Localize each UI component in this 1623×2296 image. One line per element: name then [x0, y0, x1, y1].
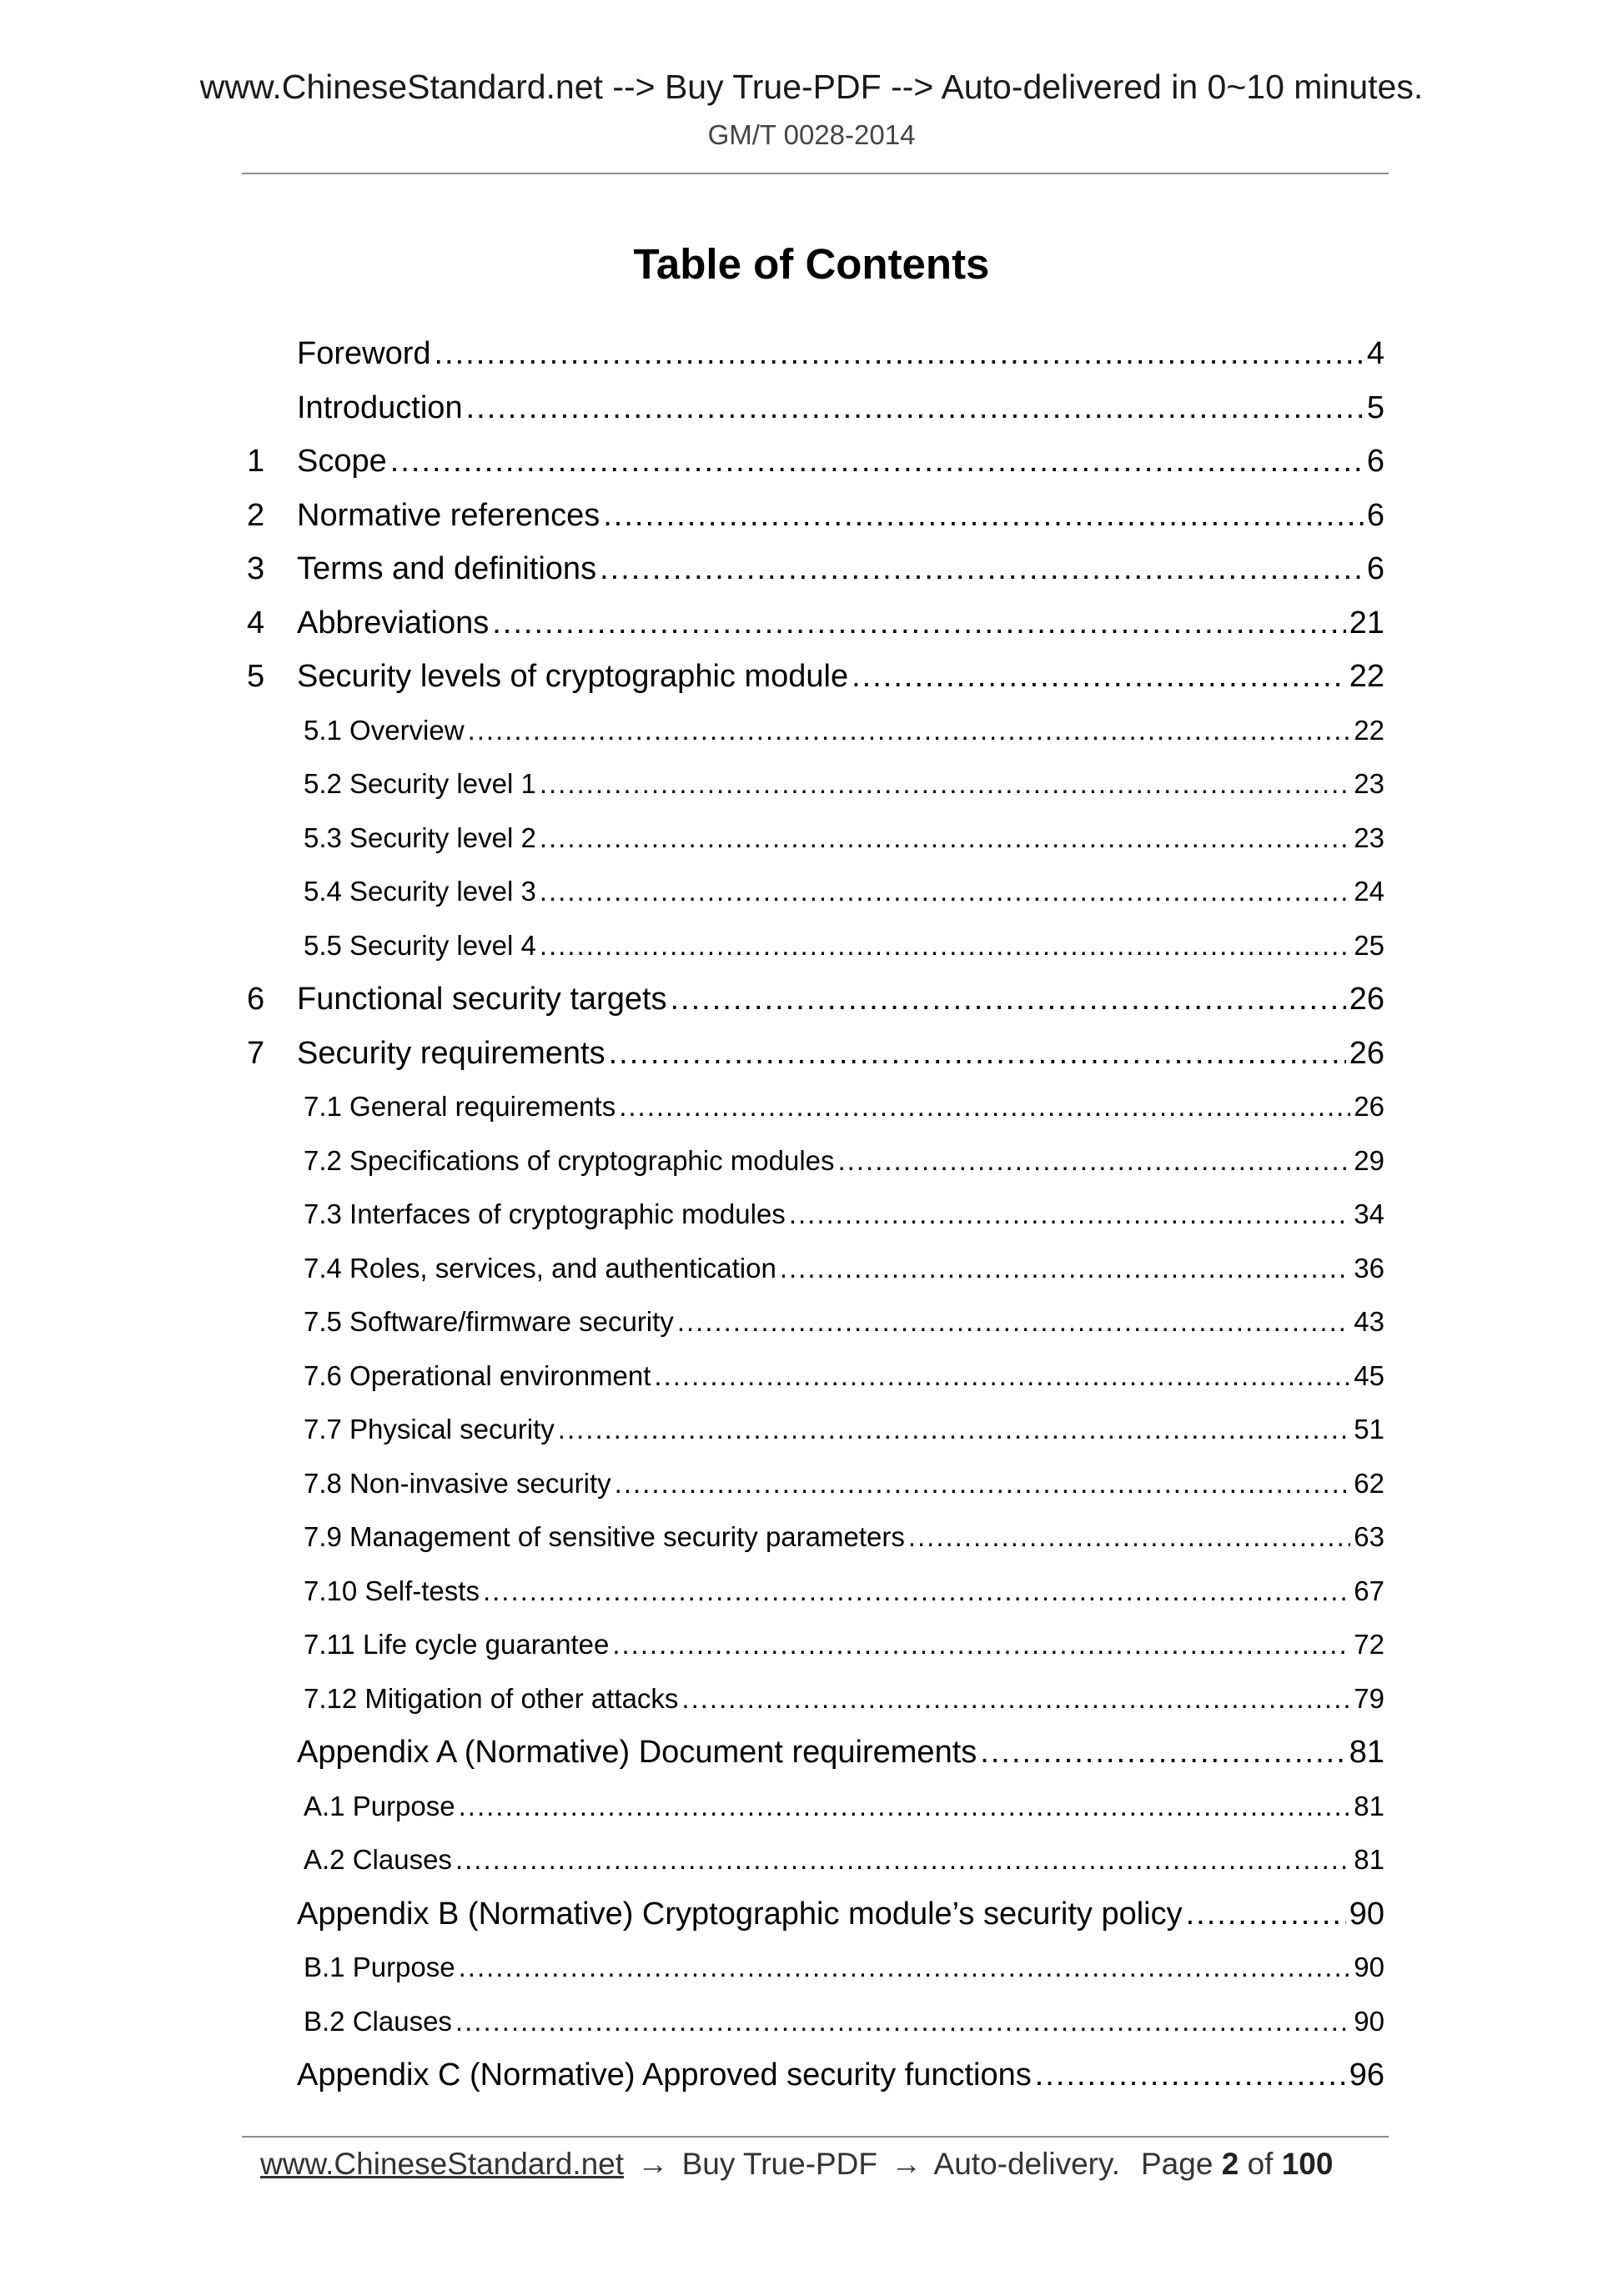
page-number-info	[1141, 2142, 1333, 2187]
toc-entry-label: Foreword	[297, 336, 431, 371]
toc-entry[interactable]	[247, 1188, 1384, 1242]
toc-entry[interactable]	[247, 1349, 1384, 1404]
toc-dot-leader	[455, 1995, 1350, 2049]
toc-dot-leader	[459, 1941, 1351, 1995]
toc-dot-leader	[466, 381, 1364, 435]
toc-entry[interactable]	[247, 1080, 1384, 1134]
header-banner: www.ChineseStandard.net --> Buy True-PDF --> Auto-delivered in 0~10 minutes.	[199, 68, 1424, 106]
toc-entry-page: 45	[1354, 1359, 1384, 1391]
of-word: of	[1247, 2147, 1274, 2181]
footer-divider	[242, 2136, 1389, 2138]
toc-entry[interactable]	[247, 650, 1384, 704]
toc-dot-leader	[390, 435, 1364, 489]
toc-dot-leader	[619, 1080, 1350, 1134]
toc-entry-label: 7.9 Management of sensitive security parameters	[304, 1521, 905, 1552]
toc-entry[interactable]	[247, 596, 1384, 651]
toc-dot-leader	[1035, 2048, 1346, 2103]
toc-entry-label: 5.1 Overview	[304, 714, 465, 746]
toc-entry[interactable]	[247, 1672, 1384, 1726]
toc-dot-leader	[455, 1833, 1350, 1887]
toc-entry-label: Appendix B (Normative) Cryptographic module’s security policy	[297, 1896, 1183, 1932]
toc-entry-label: Scope	[297, 444, 387, 479]
toc-entry-label: 7.10 Self-tests	[304, 1575, 480, 1606]
toc-entry-label: A.1 Purpose	[304, 1790, 455, 1821]
toc-entry-page: 29	[1354, 1144, 1384, 1176]
toc-entry-label: 7.8 Non-invasive security	[304, 1467, 611, 1499]
toc-dot-leader	[609, 1027, 1346, 1081]
toc-entry[interactable]	[247, 1941, 1384, 1995]
toc-entry-label: Security requirements	[297, 1035, 605, 1071]
toc-entry-page: 43	[1354, 1306, 1384, 1337]
document-id: GM/T 0028-2014	[707, 119, 916, 150]
page-number: 2	[1221, 2147, 1239, 2181]
toc-entry-page: 90	[1349, 1896, 1384, 1932]
toc-entry-label: 7.5 Software/firmware security	[304, 1306, 674, 1337]
toc-dot-leader	[603, 489, 1364, 543]
toc-entry-label: 5.4 Security level 3	[304, 876, 536, 907]
toc-entry[interactable]	[247, 972, 1384, 1027]
toc-entry-label: Appendix C (Normative) Approved security functions	[297, 2057, 1032, 2093]
toc-entry-page: 72	[1354, 1629, 1384, 1660]
toc-dot-leader	[435, 327, 1364, 381]
toc-entry-label: Abbreviations	[297, 605, 490, 641]
toc-entry[interactable]	[247, 1995, 1384, 2049]
toc-entry[interactable]	[247, 1780, 1384, 1834]
toc-entry-number: 2	[247, 497, 265, 533]
toc-entry-label: Appendix A (Normative) Document requirements	[297, 1735, 977, 1770]
toc-entry-label: 7.4 Roles, services, and authentication	[304, 1252, 776, 1284]
toc-entry-page: 23	[1354, 768, 1384, 799]
toc-entry-label: 7.2 Specifications of cryptographic modules	[304, 1144, 835, 1176]
toc-dot-leader	[615, 1457, 1351, 1511]
toc-entry-page: 4	[1366, 336, 1384, 371]
toc-entry-label: Security levels of cryptographic module	[297, 659, 849, 694]
toc-entry[interactable]	[247, 704, 1384, 758]
toc-entry-page: 34	[1354, 1198, 1384, 1229]
toc-dot-leader	[468, 704, 1351, 758]
toc-entry-number: 7	[247, 1035, 265, 1071]
toc-dot-leader	[612, 1618, 1350, 1672]
page-word: Page	[1141, 2147, 1213, 2181]
toc-entry-page: 51	[1354, 1414, 1384, 1444]
toc-dot-leader	[789, 1188, 1350, 1242]
header-divider	[242, 173, 1389, 174]
toc-entry[interactable]	[247, 542, 1384, 596]
toc-entry-label: Terms and definitions	[297, 551, 597, 586]
toc-entry-label: Normative references	[297, 497, 600, 533]
toc-entry-label: 5.3 Security level 2	[304, 821, 536, 853]
toc-entry-page: 22	[1349, 659, 1384, 694]
toc-entry[interactable]	[247, 1134, 1384, 1188]
toc-entry-page: 6	[1366, 551, 1384, 586]
toc-entry[interactable]	[247, 327, 1384, 381]
toc-entry-page: 62	[1354, 1467, 1384, 1499]
toc-entry-label: 7.11 Life cycle guarantee	[304, 1629, 610, 1660]
toc-entry[interactable]	[247, 1403, 1384, 1457]
toc-entry[interactable]	[247, 811, 1384, 866]
toc-entry-page: 26	[1349, 982, 1384, 1017]
toc-entry-page: 63	[1354, 1521, 1384, 1552]
toc-entry[interactable]	[247, 2048, 1384, 2103]
toc-entry-label: 7.3 Interfaces of cryptographic modules	[304, 1198, 786, 1229]
footer-buy-text: Buy True-PDF	[681, 2147, 878, 2181]
toc-dot-leader	[459, 1780, 1351, 1834]
toc-entry-page: 36	[1354, 1252, 1384, 1284]
toc-entry-label: B.1 Purpose	[304, 1952, 455, 1982]
toc-entry[interactable]	[247, 919, 1384, 973]
toc-entry-page: 67	[1354, 1575, 1384, 1606]
toc-entry[interactable]	[247, 1565, 1384, 1619]
toc-entry[interactable]	[247, 1887, 1384, 1942]
toc-dot-leader	[540, 865, 1350, 919]
footer-site-link[interactable]: www.ChineseStandard.net	[260, 2147, 625, 2181]
toc-entry[interactable]	[247, 381, 1384, 435]
toc-dot-leader	[852, 650, 1346, 704]
right-arrow-icon: →	[891, 2147, 922, 2181]
page-total: 100	[1281, 2147, 1334, 2181]
toc-entry[interactable]	[247, 1510, 1384, 1565]
toc-entry[interactable]	[247, 757, 1384, 811]
toc-entry[interactable]	[247, 1027, 1384, 1081]
toc-entry[interactable]	[247, 1242, 1384, 1296]
toc-entry-number: 1	[247, 444, 265, 479]
toc-dot-leader	[492, 596, 1345, 651]
toc-entry-page: 81	[1354, 1790, 1384, 1821]
toc-entry-label: 7.1 General requirements	[304, 1091, 616, 1122]
toc-entry[interactable]	[247, 1457, 1384, 1511]
toc-entry-page: 6	[1366, 444, 1384, 479]
toc-dot-leader	[780, 1242, 1350, 1296]
toc-entry-label: B.2 Clauses	[304, 2005, 452, 2037]
toc-entry-number: 5	[247, 659, 265, 694]
toc-entry-label: 5.5 Security level 4	[304, 929, 536, 961]
toc-dot-leader	[908, 1510, 1350, 1565]
table-of-contents	[247, 327, 1384, 2103]
toc-entry-page: 79	[1354, 1682, 1384, 1714]
toc-dot-leader	[681, 1672, 1350, 1726]
toc-entry-page: 81	[1354, 1844, 1384, 1875]
toc-entry-label: 5.2 Security level 1	[304, 768, 536, 799]
toc-entry-page: 25	[1354, 929, 1384, 961]
toc-entry-number: 6	[247, 982, 265, 1017]
toc-dot-leader	[671, 972, 1346, 1027]
toc-entry-page: 90	[1354, 1952, 1384, 1982]
toc-dot-leader	[600, 542, 1364, 596]
toc-dot-leader	[540, 811, 1350, 866]
toc-entry[interactable]	[247, 435, 1384, 489]
toc-entry[interactable]	[247, 1726, 1384, 1780]
right-arrow-icon: →	[637, 2147, 669, 2181]
toc-entry-page: 81	[1349, 1735, 1384, 1770]
toc-entry-label: A.2 Clauses	[304, 1844, 452, 1875]
toc-entry[interactable]	[247, 1833, 1384, 1887]
toc-entry-label: Functional security targets	[297, 982, 667, 1017]
toc-entry-page: 6	[1366, 497, 1384, 533]
toc-entry[interactable]	[247, 865, 1384, 919]
page-footer	[260, 2142, 1334, 2187]
toc-entry-label: 7.12 Mitigation of other attacks	[304, 1682, 679, 1714]
toc-dot-leader	[654, 1349, 1350, 1404]
toc-entry-label: 7.6 Operational environment	[304, 1359, 651, 1391]
toc-entry-page: 90	[1354, 2005, 1384, 2037]
toc-dot-leader	[980, 1726, 1345, 1780]
toc-dot-leader	[1186, 1887, 1346, 1942]
toc-entry[interactable]	[247, 1618, 1384, 1672]
toc-entry-label: 7.7 Physical security	[304, 1414, 555, 1444]
toc-entry-page: 5	[1366, 389, 1384, 425]
toc-entry[interactable]	[247, 1295, 1384, 1349]
toc-entry-number: 3	[247, 551, 265, 586]
toc-entry-page: 22	[1354, 714, 1384, 746]
toc-entry-page: 96	[1349, 2057, 1384, 2093]
page-title: Table of Contents	[633, 240, 990, 288]
toc-entry-page: 26	[1349, 1035, 1384, 1071]
toc-entry-page: 24	[1354, 876, 1384, 907]
toc-entry[interactable]	[247, 489, 1384, 543]
toc-entry-page: 23	[1354, 821, 1384, 853]
toc-dot-leader	[540, 919, 1350, 973]
toc-entry-page: 21	[1349, 605, 1384, 641]
toc-dot-leader	[483, 1565, 1350, 1619]
toc-dot-leader	[558, 1403, 1350, 1457]
toc-entry-number: 4	[247, 605, 265, 641]
toc-entry-label: Introduction	[297, 389, 463, 425]
toc-dot-leader	[540, 757, 1350, 811]
footer-delivery-text: Auto-delivery.	[933, 2147, 1121, 2181]
toc-entry-page: 26	[1354, 1091, 1384, 1122]
toc-dot-leader	[677, 1295, 1350, 1349]
toc-dot-leader	[838, 1134, 1351, 1188]
